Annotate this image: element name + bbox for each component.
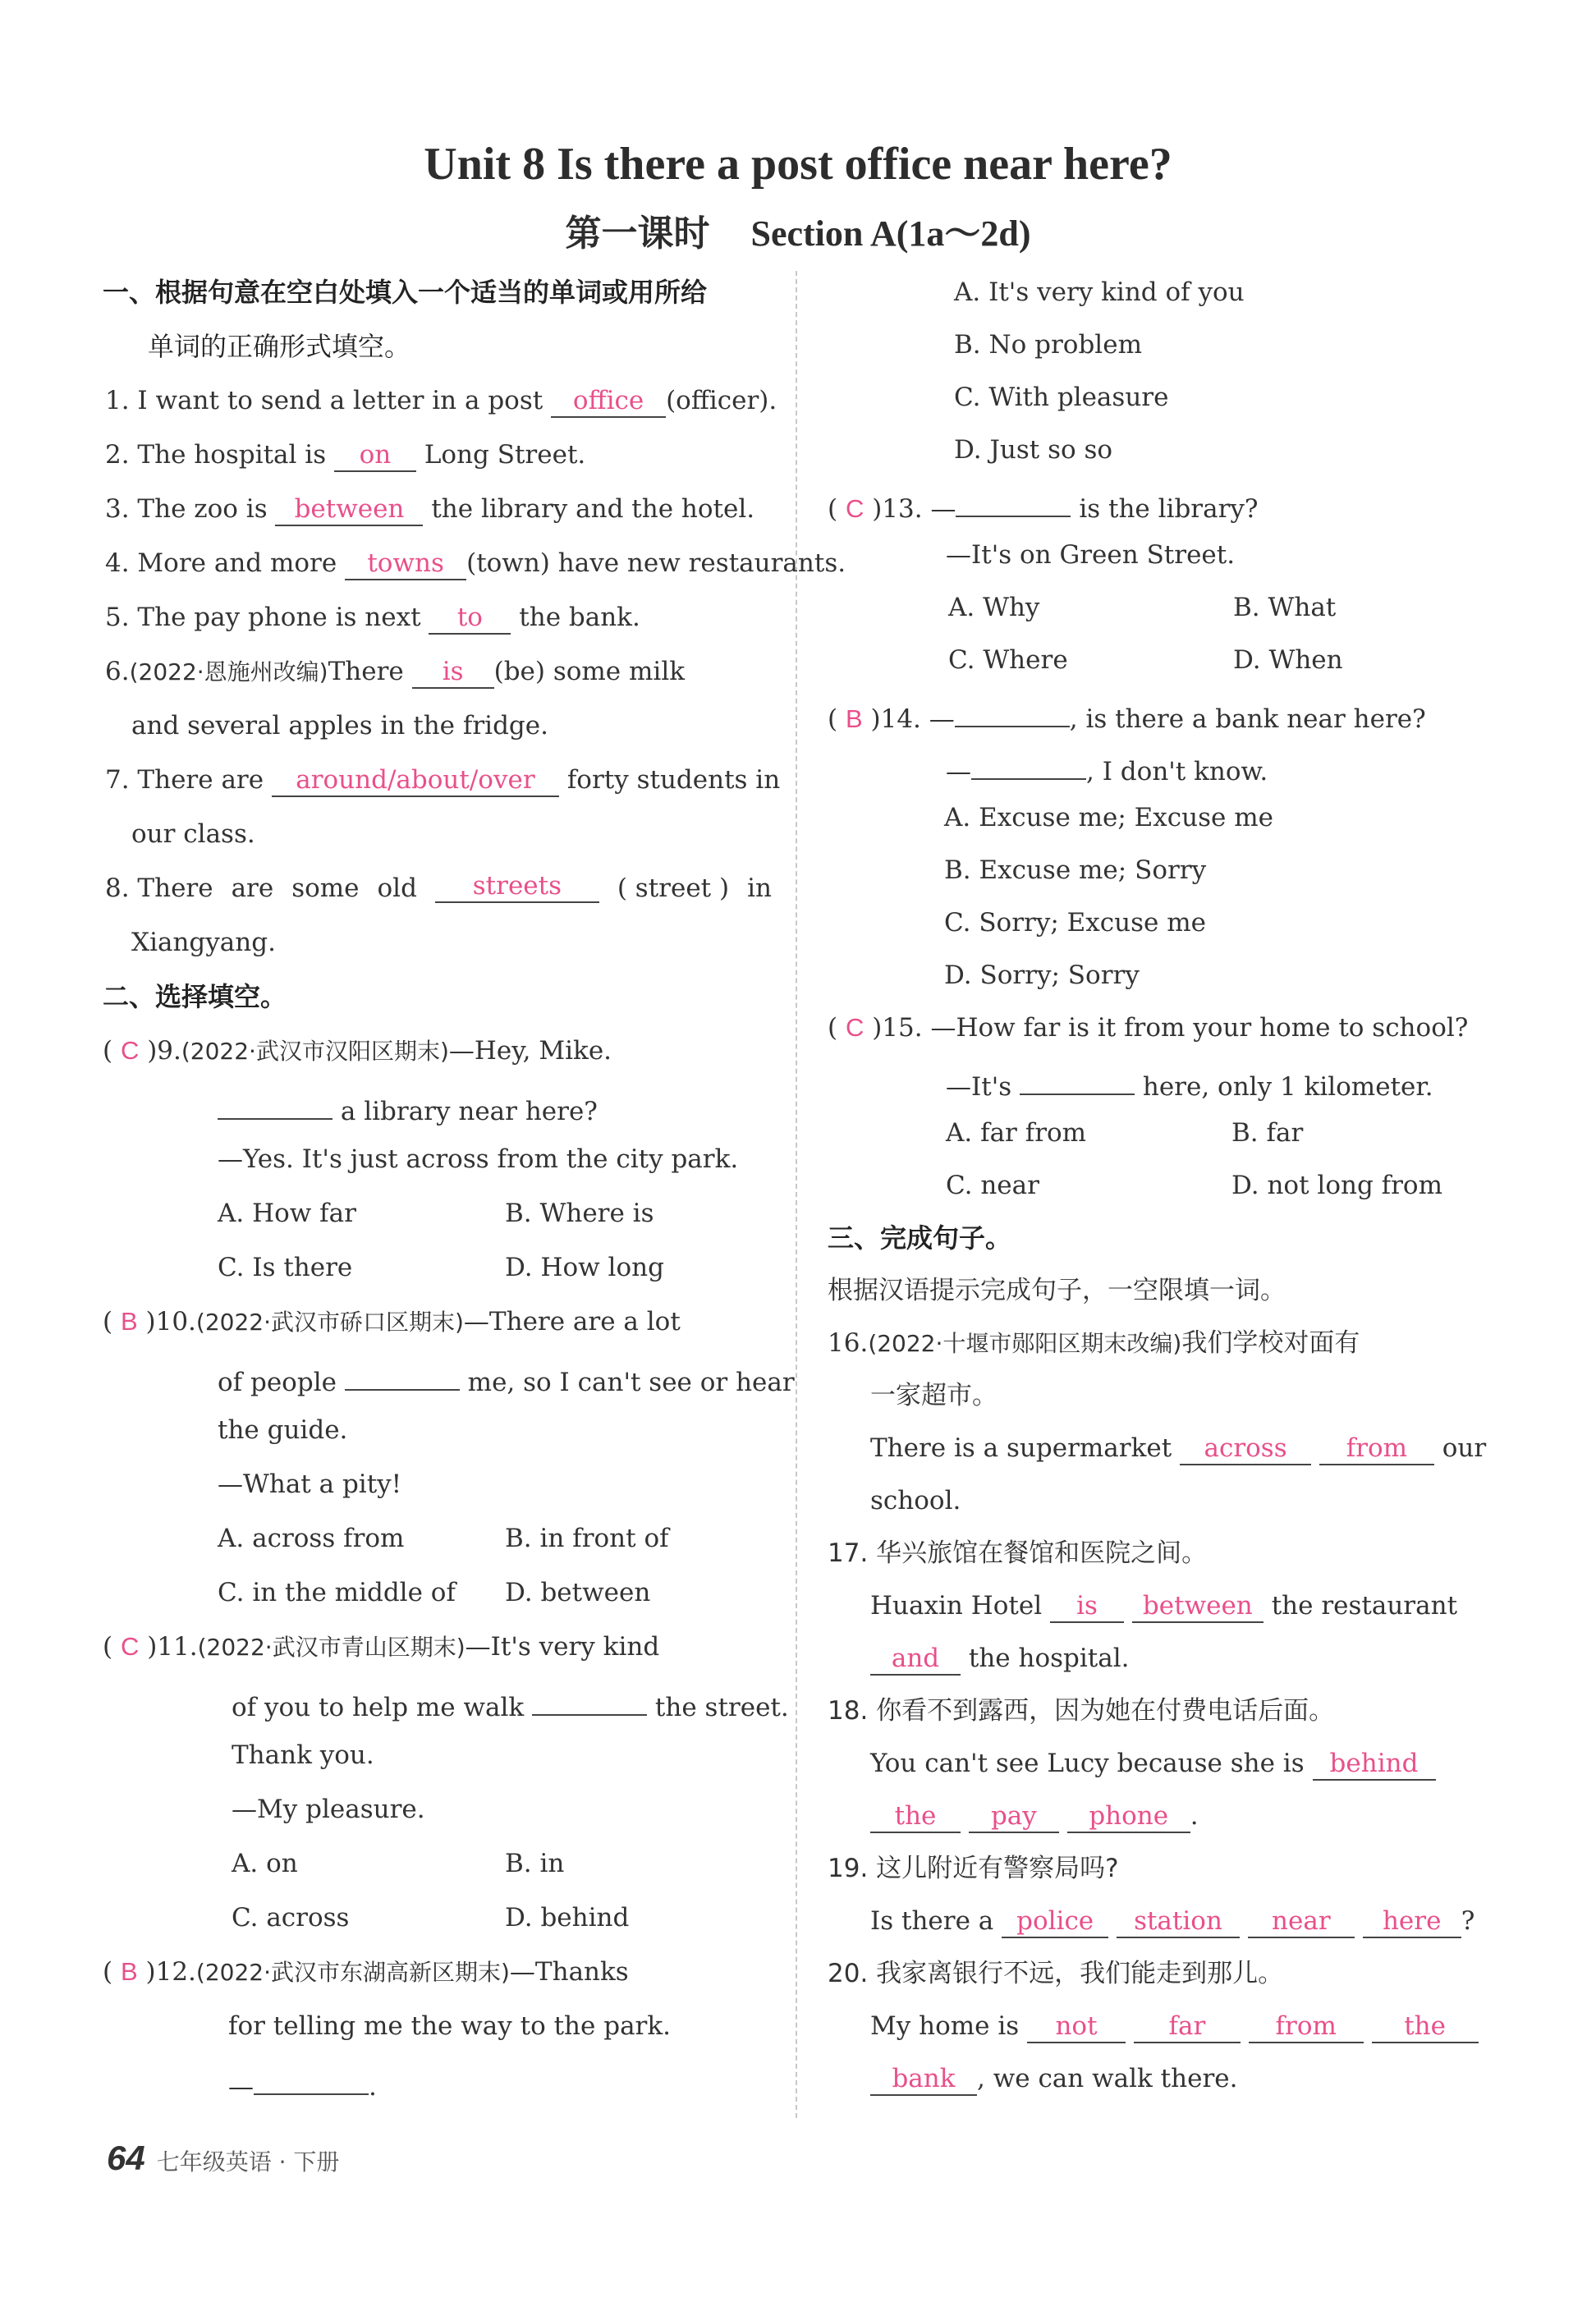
q12-option-d: D. Just so so [954, 435, 1113, 465]
lesson-en: Section A(1a～2d) [750, 213, 1031, 254]
q20-line2: bank , we can walk there. [870, 2062, 1237, 2096]
q9-option-c: C. Is there [218, 1253, 353, 1282]
q5-answer: to [429, 603, 511, 635]
q11-line2: of you to help me walk the street. [232, 1685, 789, 1724]
q13: ( C )13. — is the library? [828, 486, 1259, 525]
page-title: Unit 8 Is there a post office near here? [424, 139, 1172, 190]
q15: ( C )15. —How far is it from your home to school? [828, 1013, 1469, 1043]
lesson-subtitle [0, 204, 1596, 256]
q13-option-a: A. Why [948, 593, 1040, 622]
part3-instruction: 根据汉语提示完成句子，一空限填一词。 [828, 1276, 1286, 1305]
q14-option-d: D. Sorry; Sorry [944, 961, 1140, 990]
q15-option-b: B. far [1231, 1118, 1304, 1148]
q13-option-b: B. What [1233, 593, 1337, 622]
q3: 3. The zoo is between the library and the hotel. [105, 493, 754, 526]
q9-line3: —Yes. It's just across from the city park. [218, 1144, 739, 1174]
q14-line2: — , I don't know. [946, 749, 1268, 788]
q15-option-d: D. not long from [1231, 1171, 1442, 1200]
part3-heading: 三、完成句子。 [828, 1222, 1012, 1254]
q11-option-c: C. across [232, 1903, 350, 1933]
lesson-cn: 第一课时 [565, 213, 710, 254]
q12-option-b: B. No problem [954, 330, 1142, 360]
q12: ( B )12.(2022·武汉市东湖高新区期末)—Thanks [103, 1957, 629, 1987]
q1: 1. I want to send a letter in a post office (officer). [105, 384, 777, 418]
q7: 7. There are around/about/over forty students in [105, 763, 780, 797]
q13-option-c: C. Where [948, 645, 1068, 675]
q10-line4: —What a pity! [218, 1469, 402, 1499]
q8-line2: Xiangyang. [131, 928, 276, 957]
q18-cn: 18. 你看不到露西，因为她在付费电话后面。 [828, 1696, 1335, 1726]
q9-line2: a library near here? [218, 1089, 598, 1128]
q9-option-d: D. How long [505, 1253, 664, 1282]
q12-line3: — . [228, 2064, 377, 2103]
q12-option-c: C. With pleasure [954, 383, 1169, 412]
q17-line: Huaxin Hotel is between the restaurant [870, 1589, 1457, 1623]
q16-cn2: 一家超市。 [870, 1381, 998, 1410]
book-name: 七年级英语 · 下册 [156, 2148, 340, 2176]
page-number: 64 [107, 2139, 145, 2177]
q14: ( B )14. — , is there a bank near here? [828, 696, 1426, 736]
q11-option-d: D. behind [505, 1903, 630, 1933]
q6-line2: and several apples in the fridge. [131, 711, 548, 740]
q9-option-a: A. How far [218, 1199, 356, 1228]
q10-line3: the guide. [218, 1415, 348, 1445]
q8-answer: streets [435, 872, 599, 903]
q10-option-b: B. in front of [505, 1524, 669, 1553]
q11-line3: Thank you. [232, 1740, 374, 1770]
q18-line2: the pay phone . [870, 1800, 1199, 1833]
q20-cn: 20. 我家离银行不远，我们能走到那儿。 [828, 1959, 1284, 1988]
q15-line2: —It's here, only 1 kilometer. [946, 1064, 1433, 1103]
q18-line: You can't see Lucy because she is behind [870, 1747, 1436, 1781]
q11-line4: —My pleasure. [232, 1795, 425, 1824]
part1-heading2: 单词的正确形式填空。 [148, 331, 411, 362]
q11: ( C )11.(2022·武汉市青山区期末)—It's very kind [103, 1632, 660, 1662]
q16-line3: school. [870, 1486, 961, 1515]
q2: 2. The hospital is on Long Street. [105, 438, 585, 472]
q12-line2: for telling me the way to the park. [228, 2011, 672, 2041]
q11-option-a: A. on [232, 1849, 298, 1878]
q14-option-a: A. Excuse me; Excuse me [944, 803, 1273, 832]
q11-option-b: B. in [505, 1849, 565, 1878]
q15-option-a: A. far from [946, 1118, 1087, 1148]
q9: ( C )9.(2022·武汉市汉阳区期末)—Hey, Mike. [103, 1036, 612, 1066]
q6-answer: is [412, 658, 494, 689]
q12-option-a: A. It's very kind of you [954, 277, 1245, 307]
q9-option-b: B. Where is [505, 1199, 654, 1228]
q19-cn: 19. 这儿附近有警察局吗? [828, 1854, 1119, 1883]
q3-answer: between [275, 495, 423, 526]
q20-line: My home is not far from the [870, 2010, 1479, 2043]
q2-answer: on [334, 441, 416, 472]
q10: ( B )10.(2022·武汉市硚口区期末)—There are a lot [103, 1307, 681, 1337]
q16-line: There is a supermarket across from our [870, 1432, 1486, 1465]
q17-cn: 17. 华兴旅馆在餐馆和医院之间。 [828, 1538, 1208, 1568]
part1-heading: 一、根据句意在空白处填入一个适当的单词或用所给 [103, 277, 708, 308]
q15-option-c: C. near [946, 1171, 1039, 1200]
q19-line: Is there a police station near here ? [870, 1905, 1474, 1938]
q16: 16.(2022·十堰市郧阳区期末改编)我们学校对面有 [828, 1328, 1360, 1358]
q6: 6.(2022·恩施州改编)There is (be) some milk [105, 655, 685, 689]
q5: 5. The pay phone is next to the bank. [105, 601, 640, 635]
q1-answer: office [551, 387, 666, 418]
q14-option-c: C. Sorry; Excuse me [944, 908, 1206, 938]
q7-line2: our class. [131, 819, 255, 849]
q13-line2: —It's on Green Street. [946, 540, 1236, 570]
q10-option-d: D. between [505, 1578, 651, 1607]
footer [107, 2139, 339, 2178]
q8: 8. There are some old streets ( street ) in [105, 871, 772, 903]
q14-option-b: B. Excuse me; Sorry [944, 855, 1207, 885]
q17-line2: and the hospital. [870, 1642, 1130, 1676]
q10-option-c: C. in the middle of [218, 1578, 456, 1607]
q4-answer: towns [345, 549, 466, 580]
q4: 4. More and more towns (town) have new restaurants. [105, 547, 846, 580]
part2-heading: 二、选择填空。 [103, 981, 287, 1012]
q10-option-a: A. across from [218, 1524, 405, 1553]
q7-answer: around/about/over [272, 766, 559, 797]
q10-line2: of people me, so I can't see or hear [218, 1359, 795, 1399]
q13-option-d: D. When [1233, 645, 1343, 675]
